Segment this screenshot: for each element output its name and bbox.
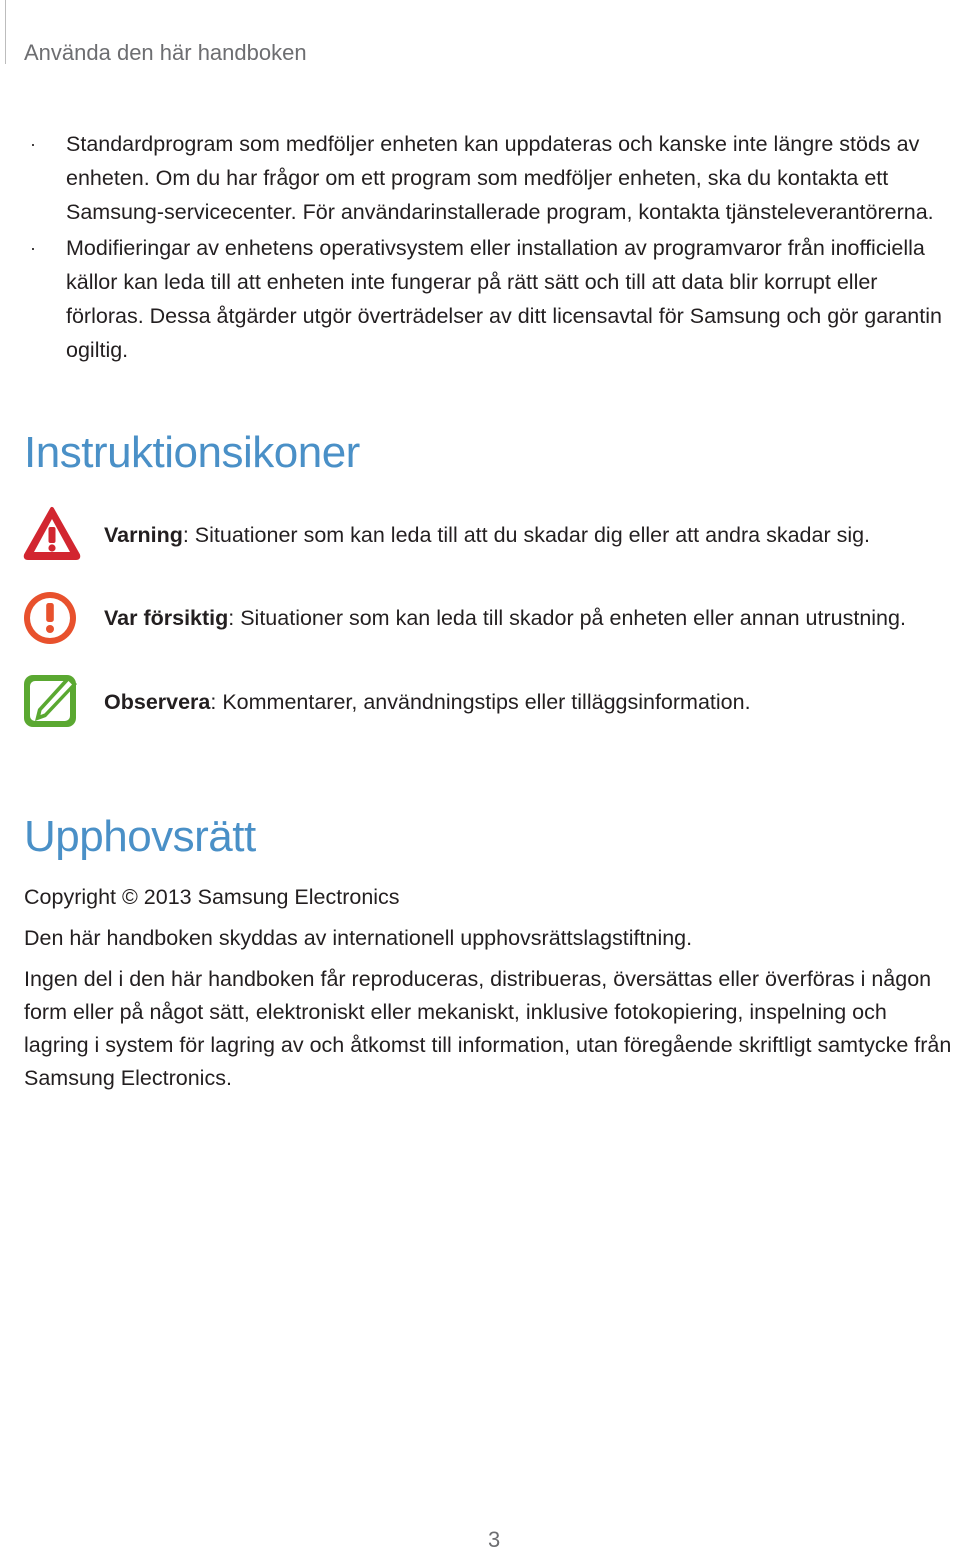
caution-circle-icon <box>22 590 82 646</box>
list-item <box>24 127 960 229</box>
note-row <box>22 673 952 733</box>
section-title-instruction-icons: Instruktionsikoner <box>24 428 360 477</box>
caution-description: : Situationer som kan leda till skador på enheten eller annan utrustning. <box>228 606 906 630</box>
section-title-copyright: Upphovsrätt <box>24 812 256 861</box>
copyright-protection-line: Den här handboken skyddas av internationell upphovsrättslagstiftning. <box>24 926 693 950</box>
bullet-dot: · <box>30 134 36 154</box>
bullet-list <box>24 127 960 369</box>
warning-triangle-icon <box>22 505 82 561</box>
bullet-text: Standardprogram som medföljer enheten kan uppdateras och kanske inte längre stöds av enheten. Om du har frågor om ett program som medföljer enheten, ska du kontakta ett Samsung-servicecenter. För användarinstallerade program, kontakta tjänsteleverantörerna. <box>66 132 934 224</box>
warning-row <box>22 505 952 565</box>
running-header: Använda den här handboken <box>24 40 307 65</box>
note-text <box>104 690 751 715</box>
copyright-line: Copyright © 2013 Samsung Electronics <box>24 885 400 909</box>
note-label: Observera <box>104 690 211 714</box>
warning-text <box>104 523 870 548</box>
caution-text <box>104 606 906 631</box>
bullet-text: Modifieringar av enhetens operativsystem eller installation av programvaror från inofficiella källor kan leda till att enheten inte fungerar på rätt sätt och till att data blir korrupt eller förloras. Dessa åtgärder utgör överträdelser av ditt licensavtal för Samsung och gör garantin ogiltig. <box>66 236 942 362</box>
warning-description: : Situationer som kan leda till att du skadar dig eller att andra skadar sig. <box>182 523 871 547</box>
warning-label: Varning <box>104 523 183 547</box>
page-corner-mark <box>5 0 6 64</box>
note-description: : Kommentarer, användningstips eller tilläggsinformation. <box>210 690 751 714</box>
bullet-dot: · <box>30 238 36 258</box>
note-pencil-icon <box>22 673 82 731</box>
caution-row <box>22 590 952 650</box>
list-item <box>24 231 960 367</box>
page-number: 3 <box>488 1527 501 1552</box>
copyright-paragraph: Ingen del i den här handboken får reproduceras, distribueras, översättas eller överföras i någon form eller på något sätt, elektroniskt eller mekaniskt, inklusive fotokopiering, inspelning och lagring i system för lagring av och åtkomst till information, utan föregående skriftligt samtycke från Samsung Electronics. <box>24 967 952 1090</box>
caution-label: Var försiktig <box>104 606 229 630</box>
